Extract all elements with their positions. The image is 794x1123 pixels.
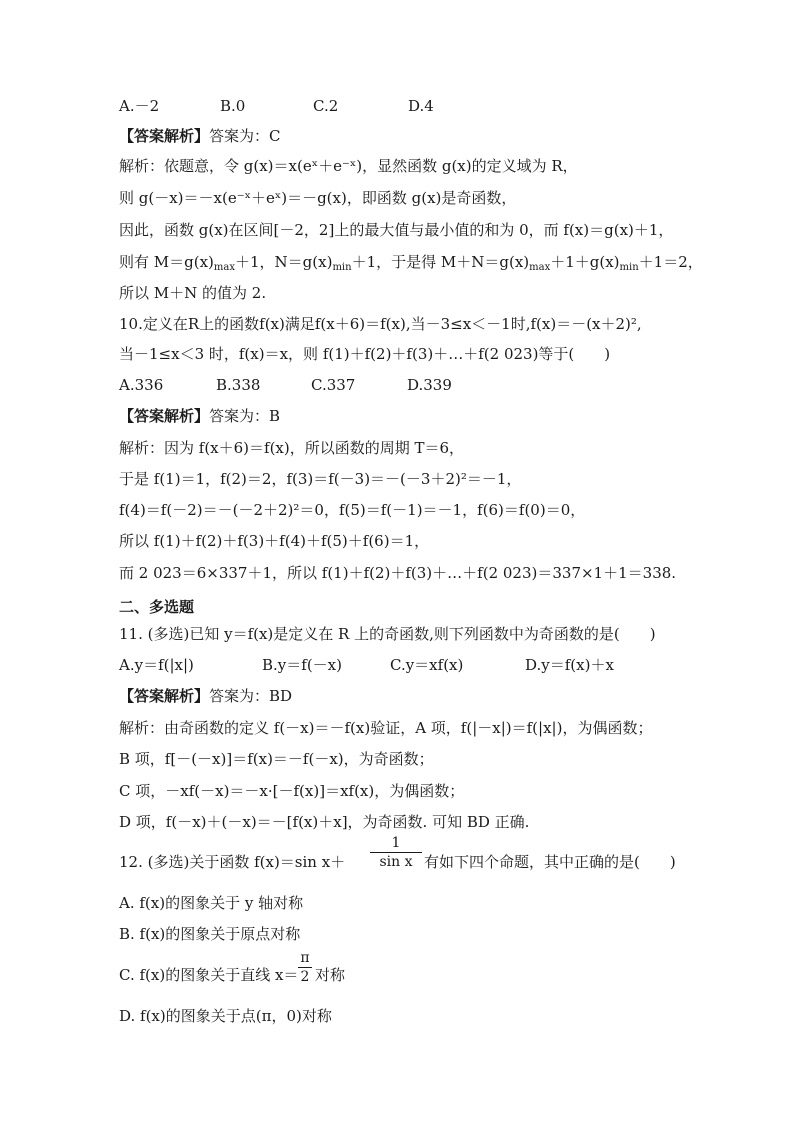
text-segment: 则有 M＝g(x) [119, 253, 214, 271]
q10-solution-line-2: 于是 f(1)＝1，f(2)＝2，f(3)＝f(－3)＝－(－3＋2)²＝－1， [119, 470, 522, 488]
answer-text: 答案为：BD [209, 687, 293, 705]
q9-solution-line-4 [119, 252, 703, 272]
subscript-max: max [213, 262, 235, 273]
q10-option-d: D.339 [407, 376, 452, 394]
q10-answer [119, 406, 280, 426]
q9-option-a: A.－2 [119, 97, 160, 115]
q12-fraction [370, 835, 422, 870]
q9-option-c: C.2 [313, 97, 339, 115]
answer-label: 【答案解析】 [119, 407, 210, 425]
text-segment: ＋1，于是得 M＋N＝g(x) [351, 253, 530, 271]
fraction-denominator: 2 [300, 969, 310, 985]
fraction-numerator: 1 [391, 835, 401, 851]
q11-solution-line-1: 解析：由奇函数的定义 f(－x)＝－f(x)验证，A 项，f(|－x|)＝f(|x|)，为偶函数； [119, 719, 653, 737]
q10-option-c: C.337 [311, 376, 356, 394]
q11-solution-line-3: C 项，－xf(－x)＝－x·[－f(x)]＝xf(x)，为偶函数； [119, 782, 465, 800]
text-segment: ＋1＝2， [638, 253, 703, 271]
q11-stem: 11. (多选)已知 y＝f(x)是定义在 R 上的奇函数,则下列函数中为奇函数的是( ) [119, 625, 656, 643]
q11-answer [119, 686, 292, 706]
fraction-numerator: π [300, 950, 310, 966]
q9-answer [119, 126, 281, 146]
q10-option-a: A.336 [119, 376, 164, 394]
q10-solution-line-1: 解析：因为 f(x＋6)＝f(x)，所以函数的周期 T＝6， [119, 439, 465, 457]
fraction-denominator: sin x [379, 854, 413, 870]
q12-option-c-end: 对称 [315, 966, 346, 984]
q10-solution-line-5: 而 2 023＝6×337＋1，所以 f(1)＋f(2)＋f(3)＋…＋f(2 023)＝337×1＋1＝338. [119, 564, 677, 582]
fraction-bar [370, 852, 422, 853]
answer-text: 答案为：B [209, 407, 281, 425]
answer-label: 【答案解析】 [119, 127, 210, 145]
q12-option-c-start: C. f(x)的图象关于直线 x＝ [119, 966, 299, 984]
q9-option-b: B.0 [220, 97, 246, 115]
q10-option-b: B.338 [216, 376, 261, 394]
q10-solution-line-3: f(4)＝f(－2)＝－(－2＋2)²＝0，f(5)＝f(－1)＝－1，f(6)＝f(0)＝0， [119, 501, 586, 519]
q12-option-d: D. f(x)的图象关于点(π，0)对称 [119, 1007, 332, 1025]
answer-text: 答案为：C [209, 127, 281, 145]
q12-stem-start: 12. (多选)关于函数 f(x)＝sin x＋ [119, 853, 346, 871]
q11-solution-line-4: D 项，f(－x)＋(－x)＝－[f(x)＋x]，为奇函数. 可知 BD 正确. [119, 813, 530, 831]
answer-label: 【答案解析】 [119, 687, 210, 705]
subscript-max: max [529, 262, 551, 273]
q10-stem-line-2: 当－1≤x＜3 时，f(x)＝x，则 f(1)＋f(2)＋f(3)＋…＋f(2 023)等于( ) [119, 345, 611, 363]
q9-solution-line-3: 因此，函数 g(x)在区间[－2，2]上的最大值与最小值的和为 0，而 f(x)＝g(x)＋1， [119, 221, 674, 239]
q12-option-c-fraction [298, 950, 312, 985]
q12-option-b: B. f(x)的图象关于原点对称 [119, 925, 301, 943]
text-segment: ＋1＋g(x) [550, 253, 620, 271]
q9-solution-line-1: 解析：依题意，令 g(x)＝x(eˣ＋e⁻ˣ)，显然函数 g(x)的定义域为 R， [119, 157, 578, 175]
q11-option-d: D.y＝f(x)＋x [525, 656, 614, 674]
q9-solution-line-2: 则 g(－x)＝－x(e⁻ˣ＋eˣ)＝－g(x)，即函数 g(x)是奇函数， [119, 189, 517, 207]
q11-option-a: A.y＝f(|x|) [119, 656, 194, 674]
fraction-bar [298, 967, 312, 968]
q12-option-a: A. f(x)的图象关于 y 轴对称 [119, 894, 304, 912]
q9-solution-line-5: 所以 M＋N 的值为 2. [119, 284, 267, 302]
q12-stem-end: 有如下四个命题，其中正确的是( ) [424, 853, 676, 871]
q9-option-d: D.4 [408, 97, 434, 115]
section-heading: 二、多选题 [119, 598, 195, 616]
q10-stem-line-1: 10.定义在R上的函数f(x)满足f(x＋6)＝f(x),当－3≤x＜－1时,f(x)＝－(x＋2)², [119, 315, 642, 333]
subscript-min: min [619, 262, 639, 273]
subscript-min: min [332, 262, 352, 273]
q11-option-b: B.y＝f(－x) [262, 656, 342, 674]
text-segment: ＋1，N＝g(x) [235, 253, 333, 271]
q11-option-c: C.y＝xf(x) [390, 656, 464, 674]
q11-solution-line-2: B 项，f[－(－x)]＝f(x)＝－f(－x)，为奇函数； [119, 750, 434, 768]
q10-solution-line-4: 所以 f(1)＋f(2)＋f(3)＋f(4)＋f(5)＋f(6)＝1， [119, 532, 430, 550]
